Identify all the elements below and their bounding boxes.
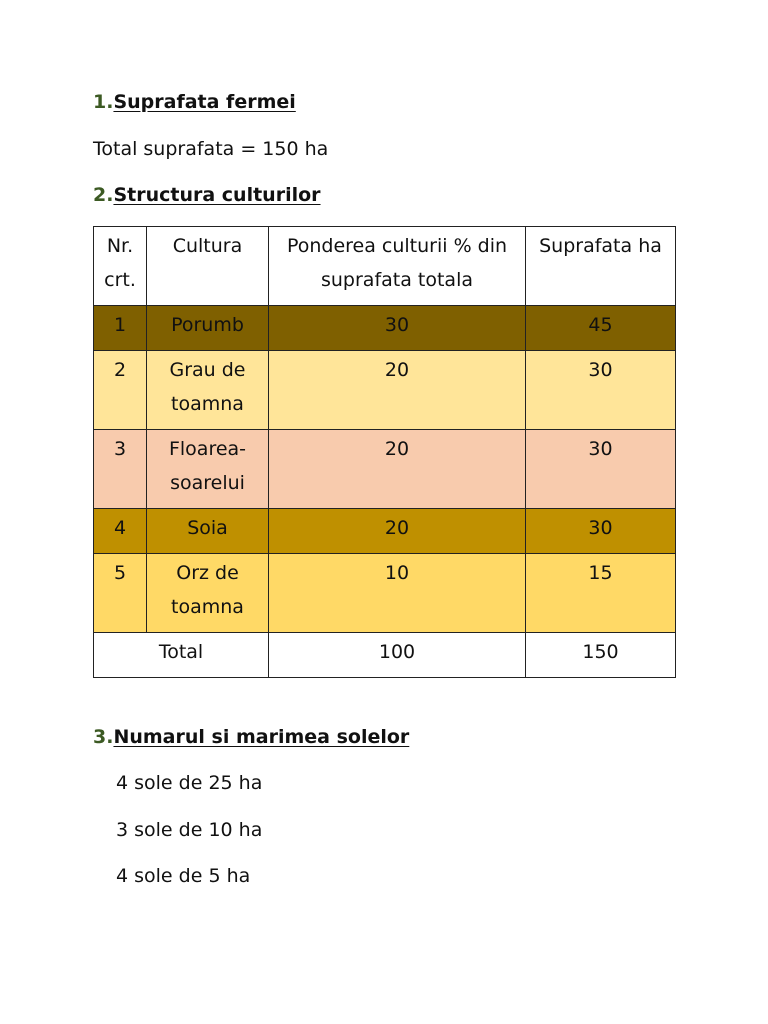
- section-2-heading: [93, 184, 321, 206]
- section-3-heading: [93, 726, 409, 748]
- cell-cultura: Porumb: [147, 306, 269, 351]
- cell-suprafata: 30: [526, 430, 676, 509]
- cell-nr: 1: [94, 306, 147, 351]
- cell-cultura: Soia: [147, 509, 269, 554]
- section-1-heading: [93, 91, 296, 113]
- cell-pondere: 20: [269, 430, 526, 509]
- cell-pondere: 20: [269, 351, 526, 430]
- cell-pondere: 20: [269, 509, 526, 554]
- table-header-row: [94, 227, 676, 306]
- header-suprafata: Suprafata ha: [526, 227, 676, 306]
- table-row: [94, 509, 676, 554]
- cell-nr: 5: [94, 554, 147, 633]
- table-total-row: [94, 633, 676, 678]
- total-area-line: Total suprafata = 150 ha: [93, 138, 329, 160]
- cell-pondere: 30: [269, 306, 526, 351]
- table-row: [94, 351, 676, 430]
- table-row: [94, 554, 676, 633]
- cell-suprafata: 15: [526, 554, 676, 633]
- crop-structure-table: [93, 226, 676, 678]
- list-item: 4 sole de 5 ha: [116, 865, 251, 887]
- cell-suprafata: 30: [526, 509, 676, 554]
- cell-suprafata: 45: [526, 306, 676, 351]
- section-2-number: 2.: [93, 184, 114, 206]
- section-1-title: Suprafata fermei: [113, 91, 296, 113]
- header-pondere: Ponderea culturii % din suprafata totala: [269, 227, 526, 306]
- total-pondere: 100: [269, 633, 526, 678]
- header-cultura: Cultura: [147, 227, 269, 306]
- table-row: [94, 430, 676, 509]
- cell-suprafata: 30: [526, 351, 676, 430]
- cell-nr: 2: [94, 351, 147, 430]
- section-1-number: 1.: [93, 91, 114, 113]
- cell-nr: 3: [94, 430, 147, 509]
- cell-cultura: Floarea-soarelui: [147, 430, 269, 509]
- total-label: Total: [94, 633, 269, 678]
- cell-nr: 4: [94, 509, 147, 554]
- cell-pondere: 10: [269, 554, 526, 633]
- section-2-title: Structura culturilor: [113, 184, 321, 206]
- total-suprafata: 150: [526, 633, 676, 678]
- header-nr: Nr. crt.: [94, 227, 147, 306]
- list-item: 3 sole de 10 ha: [116, 819, 263, 841]
- section-3-title: Numarul si marimea solelor: [113, 726, 410, 748]
- table-row: [94, 306, 676, 351]
- section-3-number: 3.: [93, 726, 114, 748]
- cell-cultura: Orz de toamna: [147, 554, 269, 633]
- cell-cultura: Grau de toamna: [147, 351, 269, 430]
- list-item: 4 sole de 25 ha: [116, 772, 263, 794]
